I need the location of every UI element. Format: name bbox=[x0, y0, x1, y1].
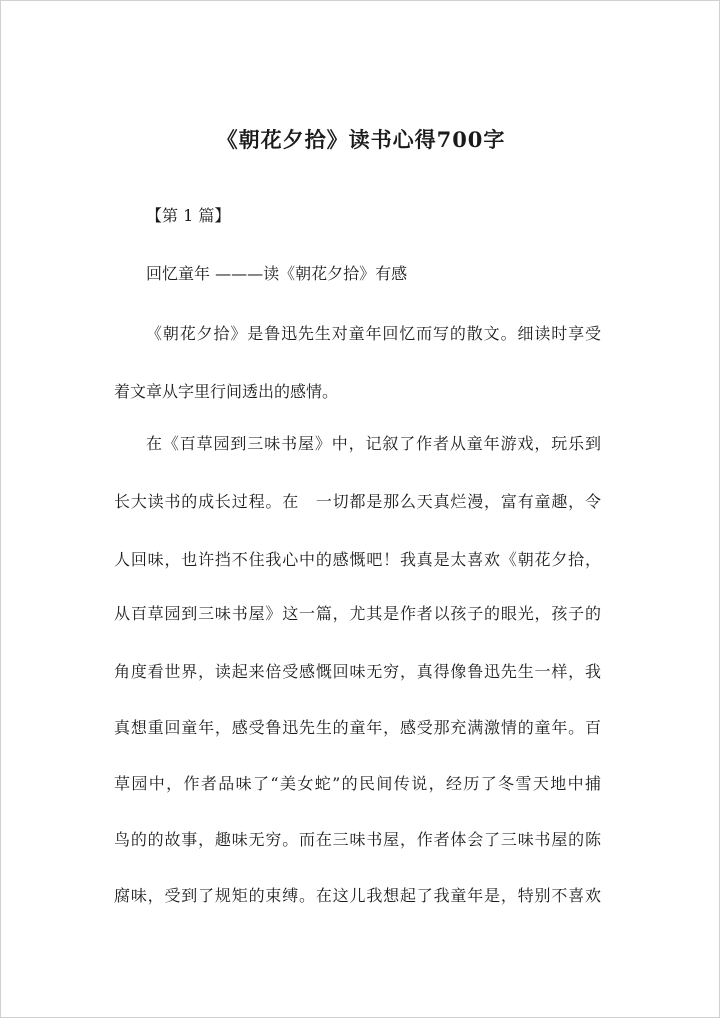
paragraph-2-line-8: 鸟的的故事，趣味无穷。而在三味书屋，作者体会了三味书屋的陈 bbox=[114, 830, 601, 849]
section-label: 【第 1 篇】 bbox=[146, 206, 231, 225]
paragraph-1-line-1: 《朝花夕拾》是鲁迅先生对童年回忆而写的散文。细读时享受 bbox=[146, 324, 601, 343]
paragraph-1-line-2: 着文章从字里行间透出的感情。 bbox=[114, 382, 339, 401]
paragraph-2-line-3: 人回味，也许挡不住我心中的感慨吧！我真是太喜欢《朝花夕拾， bbox=[114, 550, 601, 569]
paragraph-2-line-5: 角度看世界，读起来倍受感慨回味无穷，真得像鲁迅先生一样，我 bbox=[114, 662, 601, 681]
paragraph-2-line-6: 真想重回童年，感受鲁迅先生的童年，感受那充满激情的童年。百 bbox=[114, 718, 601, 737]
document-title: 《朝花夕拾》读书心得700字 bbox=[216, 127, 506, 152]
paragraph-2-line-2: 长大读书的成长过程。在 一切都是那么天真烂漫，富有童趣，令 bbox=[114, 492, 601, 511]
paragraph-2-line-1: 在《百草园到三味书屋》中，记叙了作者从童年游戏，玩乐到 bbox=[146, 434, 601, 453]
paragraph-2-line-4: 从百草园到三味书屋》这一篇，尤其是作者以孩子的眼光，孩子的 bbox=[114, 604, 601, 623]
paragraph-2-line-7: 草园中，作者品味了“美女蛇”的民间传说，经历了冬雪天地中捕 bbox=[114, 774, 601, 793]
essay-subtitle: 回忆童年 ———读《朝花夕拾》有感 bbox=[146, 264, 408, 283]
paragraph-2-line-9: 腐味，受到了规矩的束缚。在这儿我想起了我童年是，特别不喜欢 bbox=[114, 886, 601, 905]
